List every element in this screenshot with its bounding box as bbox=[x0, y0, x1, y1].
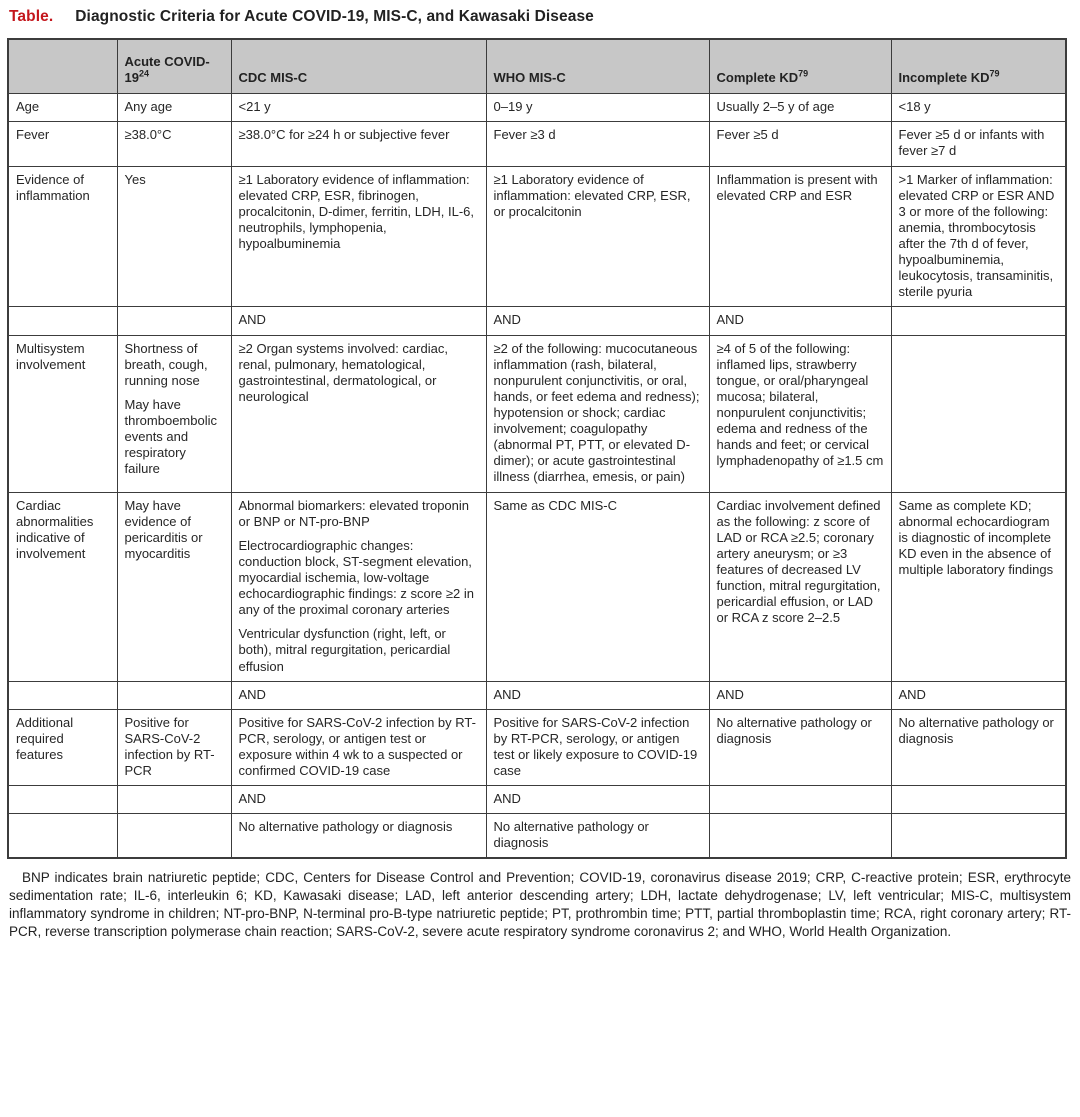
table-cell bbox=[709, 122, 891, 166]
column-header-cell bbox=[231, 39, 486, 94]
table-cell bbox=[117, 681, 231, 709]
cell-paragraph: May have evidence of pericarditis or myocarditis bbox=[124, 497, 203, 561]
table-cell bbox=[709, 307, 891, 335]
cell-paragraph: AND bbox=[238, 791, 266, 807]
cell-paragraph: Same as CDC MIS-C bbox=[493, 497, 618, 513]
cell-paragraph: May have thromboembolic events and respiratory failure bbox=[124, 396, 217, 477]
column-header-label: WHO MIS-C bbox=[493, 70, 566, 86]
table-cell bbox=[231, 122, 486, 166]
cell-paragraph: AND bbox=[493, 312, 521, 328]
table-cell bbox=[117, 492, 231, 681]
row-header-cell bbox=[8, 786, 117, 814]
cell-paragraph: ≥2 Organ systems involved: cardiac, renal, pulmonary, hematological, gastrointestinal, dermatological, or neurological bbox=[238, 340, 448, 404]
table-cell bbox=[486, 335, 709, 492]
table-row bbox=[8, 166, 1066, 307]
row-header-cell bbox=[8, 94, 117, 122]
table-body bbox=[8, 94, 1066, 859]
cell-paragraph: >1 Marker of inflammation: elevated CRP or ESR AND 3 or more of the following: anemia, thrombocytosis after the 7th d of fever, hypoalbuminemia, leukocytosis, transaminitis, sterile pyuria bbox=[898, 171, 1055, 300]
column-header-label: Acute COVID-19 bbox=[124, 54, 210, 86]
column-header-label: CDC MIS-C bbox=[238, 70, 308, 86]
cell-paragraph: Shortness of breath, cough, running nose bbox=[124, 340, 208, 388]
table-cell bbox=[486, 814, 709, 859]
cell-paragraph: Fever ≥3 d bbox=[493, 127, 556, 143]
table-cell bbox=[486, 94, 709, 122]
table-cell bbox=[486, 709, 709, 785]
table-title bbox=[9, 8, 1073, 26]
column-header-cell bbox=[117, 39, 231, 94]
table-cell bbox=[891, 492, 1066, 681]
table-cell bbox=[891, 307, 1066, 335]
cell-paragraph: Multisystem involvement bbox=[16, 340, 86, 372]
table-cell bbox=[231, 492, 486, 681]
column-header-cell bbox=[8, 39, 117, 94]
row-header-cell bbox=[8, 681, 117, 709]
reference-superscript: 79 bbox=[798, 68, 809, 79]
row-header-cell bbox=[8, 814, 117, 859]
table-cell bbox=[891, 335, 1066, 492]
column-header-cell bbox=[709, 39, 891, 94]
table-cell bbox=[486, 307, 709, 335]
table-cell bbox=[231, 814, 486, 859]
row-header-cell bbox=[8, 492, 117, 681]
reference-superscript: 24 bbox=[138, 68, 149, 79]
table-cell bbox=[891, 166, 1066, 307]
cell-paragraph: Positive for SARS-CoV-2 infection by RT-PCR bbox=[124, 714, 215, 779]
table-row bbox=[8, 709, 1066, 785]
table-cell bbox=[231, 166, 486, 307]
table-cell bbox=[117, 94, 231, 122]
cell-paragraph: Positive for SARS-CoV-2 infection by RT-PCR, serology, or antigen test or exposure within 4 wk to a suspected or confirmed COVID-19 case bbox=[238, 714, 476, 779]
cell-paragraph: ≥2 of the following: mucocutaneous inflammation (rash, bilateral, nonpurulent conjunctivitis, or oral, hands, or feet edema and redness); hypotension or shock; cardiac involvement; coagulopathy (abnormal PT, PTT, or elevated D-dimer); or acute gastrointestinal illness (diarrhea, emesis, or pain) bbox=[493, 340, 700, 485]
cell-paragraph: AND bbox=[238, 686, 266, 702]
table-cell bbox=[709, 492, 891, 681]
cell-paragraph: ≥38.0°C bbox=[124, 127, 172, 143]
table-row bbox=[8, 122, 1066, 166]
cell-paragraph: ≥38.0°C for ≥24 h or subjective fever bbox=[238, 127, 450, 143]
table-cell bbox=[891, 786, 1066, 814]
table-row bbox=[8, 786, 1066, 814]
table-title-prefix: Table. bbox=[9, 8, 54, 25]
cell-paragraph: ≥1 Laboratory evidence of inflammation: elevated CRP, ESR, or procalcitonin bbox=[493, 171, 691, 219]
cell-paragraph: AND bbox=[716, 312, 744, 328]
column-header-cell bbox=[486, 39, 709, 94]
cell-paragraph: Positive for SARS-CoV-2 infection by RT-PCR, serology, or antigen test or likely exposure to COVID-19 case bbox=[493, 714, 698, 779]
table-cell bbox=[231, 335, 486, 492]
cell-paragraph: ≥4 of 5 of the following: inflamed lips, strawberry tongue, or oral/pharyngeal mucosa; bilateral, nonpurulent conjunctivitis; edema and redness of the hands and feet; or cervical lymphadenopathy of ≥1.5 cm bbox=[716, 340, 884, 469]
table-cell bbox=[231, 681, 486, 709]
table-cell bbox=[891, 94, 1066, 122]
cell-paragraph: No alternative pathology or diagnosis bbox=[493, 819, 649, 851]
table-cell bbox=[486, 492, 709, 681]
table-cell bbox=[486, 786, 709, 814]
table-cell bbox=[709, 814, 891, 859]
column-header-cell bbox=[891, 39, 1066, 94]
table-cell bbox=[891, 122, 1066, 166]
reference-superscript: 79 bbox=[989, 68, 1000, 79]
table-cell bbox=[891, 681, 1066, 709]
table-cell bbox=[709, 166, 891, 307]
table-row bbox=[8, 94, 1066, 122]
cell-paragraph: No alternative pathology or diagnosis bbox=[716, 714, 872, 746]
cell-paragraph: Cardiac abnormalities indicative of involvement bbox=[16, 497, 94, 561]
table-cell bbox=[117, 786, 231, 814]
table-cell bbox=[486, 166, 709, 307]
column-header-label: Incomplete KD bbox=[898, 70, 990, 86]
cell-paragraph: <18 y bbox=[898, 99, 931, 115]
row-header-cell bbox=[8, 709, 117, 785]
diagnostic-criteria-table bbox=[7, 38, 1067, 859]
cell-paragraph: AND bbox=[493, 686, 521, 702]
cell-paragraph: Electrocardiographic changes: conduction block, ST-segment elevation, myocardial ischemia, low-voltage echocardiographic findings: z score ≥2 in any of the proximal coronary arteries bbox=[238, 537, 474, 618]
table-cell bbox=[709, 709, 891, 785]
footnote: BNP indicates brain natriuretic peptide; CDC, Centers for Disease Control and Prevention; COVID-19, coronavirus disease 2019; CRP, C-reactive protein; ESR, erythrocyte sedimentation rate; IL-6, interleukin 6; KD, Kawasaki disease; LAD, left anterior descending artery; LDH, lactate dehydrogenase; LV, left ventricular; MIS-C, multisystem inflammatory syndrome in children; NT-pro-BNP, N-terminal pro-B-type natriuretic peptide; PT, prothrombin time; PTT, partial thromboplastin time; RCA, right coronary artery; RT-PCR, reverse transcription polymerase chain reaction; SARS-CoV-2, severe acute respiratory syndrome coronavirus 2; and WHO, World Health Organization. bbox=[9, 870, 1071, 939]
cell-paragraph: Fever ≥5 d bbox=[716, 127, 779, 143]
row-header-cell bbox=[8, 122, 117, 166]
table-title-text: Diagnostic Criteria for Acute COVID-19, MIS-C, and Kawasaki Disease bbox=[75, 8, 594, 25]
row-header-cell bbox=[8, 307, 117, 335]
cell-paragraph: Ventricular dysfunction (right, left, or both), mitral regurgitation, pericardial effusion bbox=[238, 626, 451, 674]
row-header-cell bbox=[8, 166, 117, 307]
table-cell bbox=[231, 307, 486, 335]
table-cell bbox=[231, 786, 486, 814]
table-cell bbox=[117, 307, 231, 335]
row-header-cell bbox=[8, 335, 117, 492]
table-row bbox=[8, 492, 1066, 681]
cell-paragraph: Cardiac involvement defined as the following: z score of LAD or RCA ≥2.5; coronary artery aneurysm; or ≥3 features of decreased LV function, mitral regurgitation, pericardial effusion, or LAD or RCA z score 2–2.5 bbox=[716, 497, 881, 626]
table-row bbox=[8, 814, 1066, 859]
table-row bbox=[8, 307, 1066, 335]
cell-paragraph: No alternative pathology or diagnosis bbox=[238, 819, 453, 835]
table-header bbox=[8, 39, 1066, 94]
cell-paragraph: Any age bbox=[124, 99, 173, 115]
header-row bbox=[8, 39, 1066, 94]
table-cell bbox=[891, 709, 1066, 785]
cell-paragraph: Inflammation is present with elevated CRP and ESR bbox=[716, 171, 878, 203]
table-cell bbox=[486, 122, 709, 166]
cell-paragraph: Age bbox=[16, 99, 40, 115]
table-cell bbox=[117, 709, 231, 785]
table-row bbox=[8, 335, 1066, 492]
table-row bbox=[8, 681, 1066, 709]
table-cell bbox=[709, 786, 891, 814]
cell-paragraph: AND bbox=[493, 791, 521, 807]
table-cell bbox=[231, 709, 486, 785]
cell-paragraph: Fever bbox=[16, 127, 50, 143]
cell-paragraph: Evidence of inflammation bbox=[16, 171, 90, 203]
table-cell bbox=[709, 335, 891, 492]
cell-paragraph: Fever ≥5 d or infants with fever ≥7 d bbox=[898, 127, 1045, 159]
cell-paragraph: Yes bbox=[124, 171, 146, 187]
table-cell bbox=[709, 681, 891, 709]
cell-paragraph: 0–19 y bbox=[493, 99, 533, 115]
cell-paragraph: Same as complete KD; abnormal echocardiogram is diagnostic of incomplete KD even in the absence of multiple laboratory findings bbox=[898, 497, 1054, 577]
table-cell bbox=[117, 335, 231, 492]
cell-paragraph: AND bbox=[716, 686, 744, 702]
table-cell bbox=[486, 681, 709, 709]
cell-paragraph: ≥1 Laboratory evidence of inflammation: elevated CRP, ESR, fibrinogen, procalcitonin, D-dimer, ferritin, LDH, IL-6, neutrophils, lymphopenia, hypoalbuminemia bbox=[238, 171, 475, 251]
table-cell bbox=[117, 166, 231, 307]
table-cell bbox=[117, 122, 231, 166]
table-cell bbox=[891, 814, 1066, 859]
table-cell bbox=[117, 814, 231, 859]
cell-paragraph: Abnormal biomarkers: elevated troponin or BNP or NT-pro-BNP bbox=[238, 497, 470, 529]
cell-paragraph: <21 y bbox=[238, 99, 271, 115]
column-header-label: Complete KD bbox=[716, 70, 799, 86]
cell-paragraph: No alternative pathology or diagnosis bbox=[898, 714, 1054, 746]
cell-paragraph: Usually 2–5 y of age bbox=[716, 99, 835, 115]
cell-paragraph: Additional required features bbox=[16, 714, 74, 762]
table-cell bbox=[709, 94, 891, 122]
table-cell bbox=[231, 94, 486, 122]
cell-paragraph: AND bbox=[238, 312, 266, 328]
cell-paragraph: AND bbox=[898, 686, 926, 702]
